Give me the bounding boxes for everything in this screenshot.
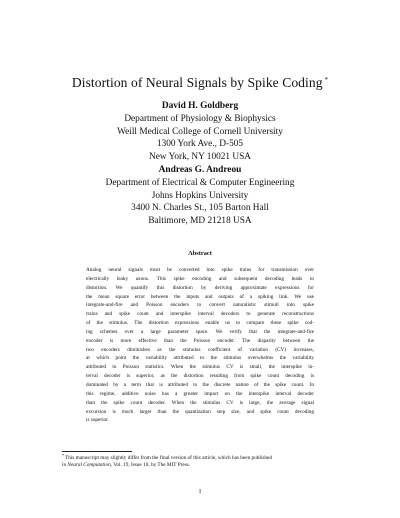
author-affiliation-line: 3400 N. Charles St., 105 Barton Hall: [131, 203, 269, 214]
abstract-line: of the stimulus. The distortion expressions enable us to compare these spike cod-: [86, 320, 314, 327]
abstract-line: dominated by a term that is attributed to the discrete nature of the spike count. In: [86, 381, 314, 388]
footnote-line: [62, 454, 338, 462]
abstract-line: ing schemes over a large parameter space. We verify that the integrate-and-fire: [86, 328, 314, 335]
journal-name: Neural Computation: [67, 462, 111, 469]
author-affiliation-line: Department of Electrical & Computer Engineering: [105, 177, 295, 188]
abstract-line: the mean square error between the inputs and outputs of a spiking link. We use: [86, 293, 314, 300]
footnote-suffix: , Vol. 19, Issue 10, by The MIT Press.: [110, 462, 191, 469]
abstract-line: this regime, additive noise has a greater impact on the interspike interval decoder: [86, 390, 314, 397]
abstract-heading: Abstract: [188, 250, 212, 257]
abstract-line: two encoders diminishes as the stimulus coefficient of variation (CV) increases,: [86, 346, 314, 353]
paper-title-text: Distortion of Neural Signals by Spike Coding: [71, 75, 323, 90]
abstract-line: trains and spike count and interspike interval decoders to generate reconstructions: [86, 311, 314, 318]
paper-title: [72, 75, 328, 93]
abstract-line: electrically leaky axons. This spike encoding and subsequent decoding leads to: [86, 275, 314, 282]
abstract-line: distortion. We quantify this distortion by deriving approximate expressions for: [86, 284, 314, 291]
abstract-line: terval decoder is superior, as the distortion resulting from spike count decoding is: [86, 373, 314, 380]
abstract-line: is superior.: [86, 417, 109, 424]
abstract-line: at which point the variability attributed to the stimulus overwhelms the variability: [86, 355, 314, 362]
author-affiliation-line: Baltimore, MD 21218 USA: [148, 216, 252, 227]
footnote: [62, 454, 338, 469]
author-affiliation-line: 1300 York Ave., D-505: [156, 139, 244, 150]
abstract-body: [86, 266, 314, 425]
author-block: [50, 100, 350, 228]
footnote-line: [62, 462, 338, 469]
abstract-line: integrate-and-fire and Poisson encoders to convert naturalistic stimuli into spike: [86, 302, 314, 309]
footnote-prefix: in: [62, 462, 68, 469]
author-affiliation-line: Department of Physiology & Biophysics: [124, 113, 276, 124]
title-block: [40, 74, 360, 93]
author-name: David H. Goldberg: [161, 101, 239, 111]
abstract-line: Analog neural signals must be converted into spike trains for transmission over: [86, 267, 314, 273]
author-affiliation-line: New York, NY 10021 USA: [149, 152, 251, 163]
author-name: Andreas G. Andreou: [158, 164, 242, 175]
abstract-line: excursion is much larger than the quantization step size, and spike count decoding: [86, 408, 314, 415]
footnote-mark: *: [62, 453, 64, 458]
page-number: 1: [198, 488, 202, 495]
footnote-text: This manuscript may slightly differ from the final version of this article, which has been published: [65, 455, 272, 461]
author-affiliation-line: Johns Hopkins University: [151, 190, 249, 201]
title-footnote-mark: *: [324, 76, 329, 84]
author-affiliation-line: Weill Medical College of Cornell University: [117, 126, 283, 137]
abstract-line: attributed to Poisson statistics. When the stimulus CV is small, the interspike in-: [86, 364, 314, 371]
abstract-line: than the spike count decoder. When the stimulus CV is large, the average signal: [86, 399, 314, 406]
footnote-divider: [62, 451, 132, 452]
abstract-line: encoder is more effective than the Poisson encoder. The disparity between the: [86, 337, 314, 344]
